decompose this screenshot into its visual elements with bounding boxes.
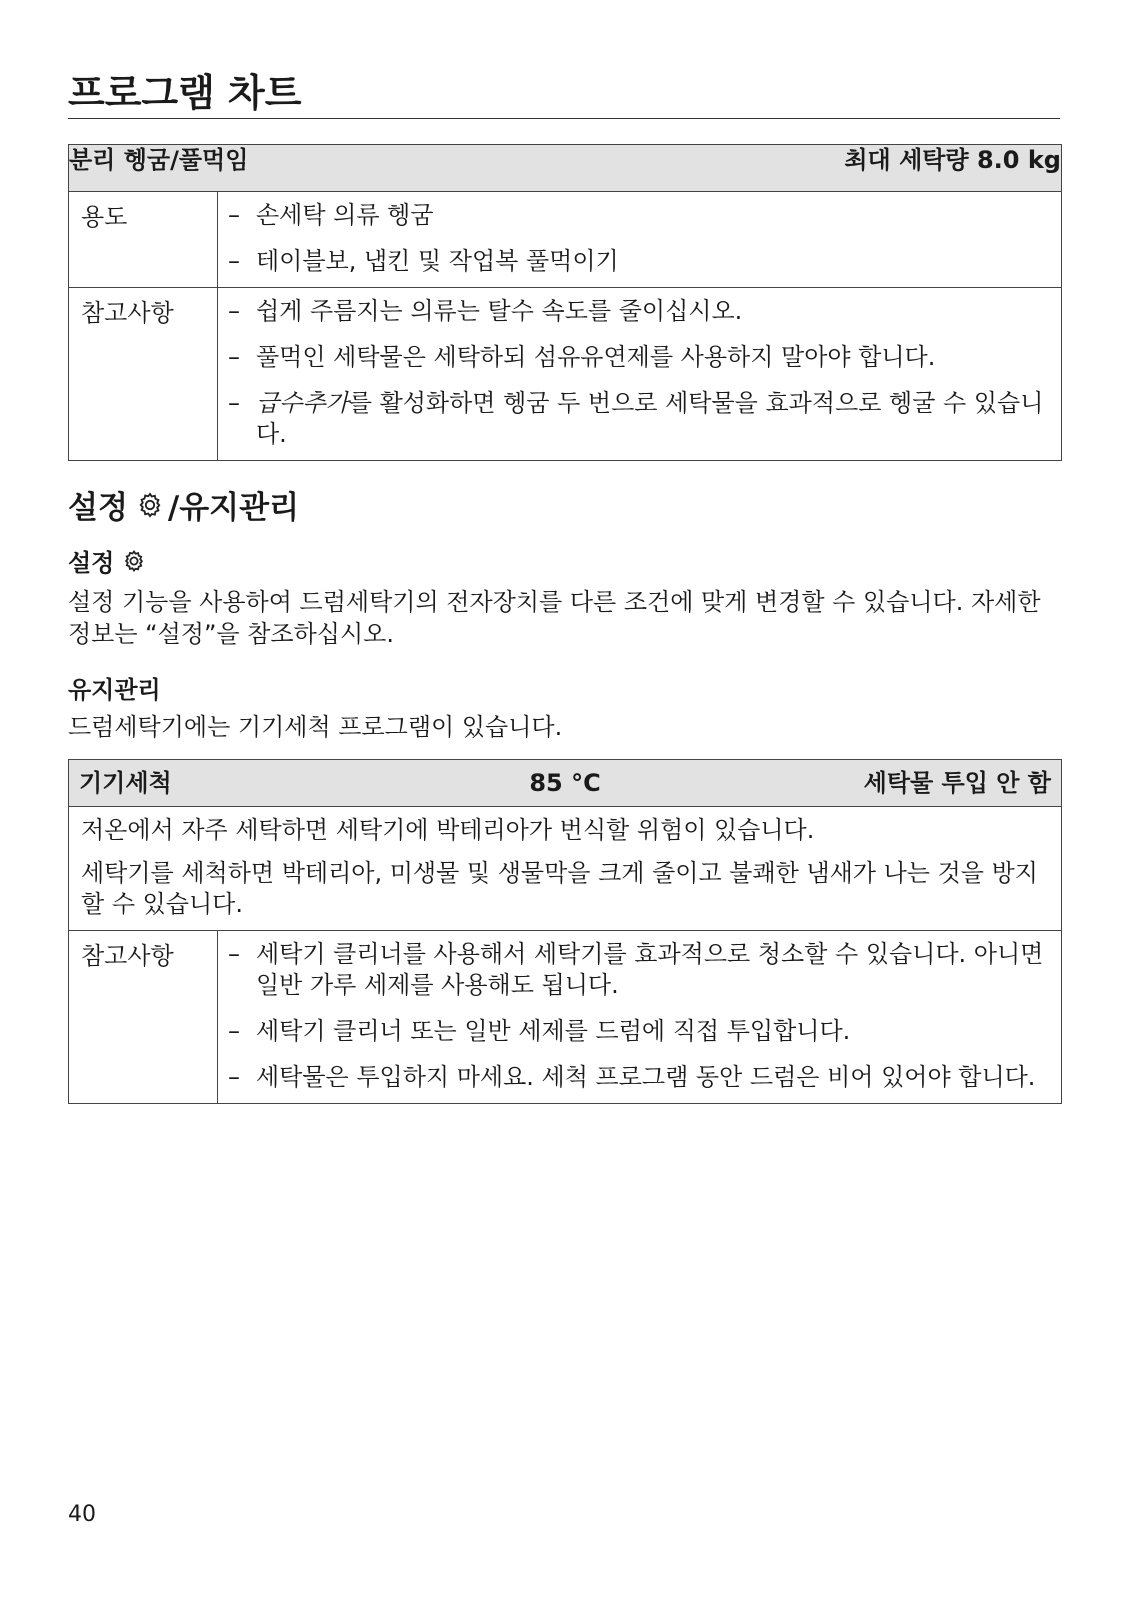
program-name: 분리 헹굼/풀먹임: [69, 146, 249, 174]
row-label-usage: 용도: [69, 192, 218, 288]
list-item: – 풀먹인 세탁물은 세탁하되 섬유유연제를 사용하지 말아야 합니다.: [228, 343, 936, 371]
table-row: [69, 807, 1062, 931]
list-item: – 급수추가를 활성화하면 헹굼 두 번으로 세탁물을 효과적으로 헹굴 수 있습니다.: [228, 389, 1044, 448]
title-divider: [68, 118, 1060, 119]
extra-water-option: 급수추가: [256, 389, 349, 417]
info-text: 저온에서 자주 세탁하면 세탁기에 박테리아가 번식할 위험이 있습니다.: [81, 816, 815, 844]
list-item: – 세탁물은 투입하지 마세요. 세척 프로그램 동안 드럼은 비어 있어야 합니다.: [228, 1063, 1036, 1091]
table-row: [69, 931, 1062, 1104]
table-header-row: [69, 145, 1062, 192]
page-title: 프로그램 차트: [68, 71, 302, 115]
list-item: – 테이블보, 냅킨 및 작업복 풀먹이기: [228, 247, 619, 275]
program-table-rinse-starch: [68, 144, 1062, 461]
settings-gear-icon: [122, 549, 146, 573]
table-row: [69, 288, 1062, 461]
page-number: 40: [68, 1502, 96, 1527]
list-item: – 손세탁 의류 헹굼: [228, 201, 434, 229]
row-label-notes: 참고사항: [69, 931, 218, 1104]
settings-heading: 설정: [68, 543, 150, 578]
max-load: 최대 세탁량 8.0 kg: [844, 146, 1061, 174]
list-item: – 쉽게 주름지는 의류는 탈수 속도를 줄이십시오.: [228, 297, 743, 325]
table-header-row: [69, 760, 1062, 807]
notes-list: [228, 296, 1049, 450]
settings-gear-icon: [136, 491, 164, 519]
program-table-machine-clean: [68, 759, 1062, 1104]
notes-list: [228, 939, 1049, 1093]
usage-list: [228, 200, 1049, 277]
info-text: 세탁기를 세척하면 박테리아, 미생물 및 생물막을 크게 줄이고 불쾌한 냄새가 나는 것을 방지할 수 있습니다.: [81, 859, 1038, 918]
load-instruction: 세탁물 투입 안 함: [863, 768, 1051, 797]
settings-description: 설정 기능을 사용하여 드럼세탁기의 전자장치를 다른 조건에 맞게 변경할 수 있습니다. 자세한 정보는 “설정”을 참조하십시오.: [68, 588, 1041, 648]
list-item: – 세탁기 클리너를 사용해서 세탁기를 효과적으로 청소할 수 있습니다. 아니면 일반 가루 세제를 사용해도 됩니다.: [228, 940, 1044, 999]
program-temperature: 85 °C: [529, 768, 601, 797]
list-item: – 세탁기 클리너 또는 일반 세제를 드럼에 직접 투입합니다.: [228, 1017, 851, 1045]
maintenance-description: 드럼세탁기에는 기기세척 프로그램이 있습니다.: [68, 713, 563, 741]
program-name: 기기세척: [79, 768, 172, 797]
maintenance-heading: 유지관리: [68, 676, 161, 704]
section-title: 설정 /유지관리: [68, 490, 300, 526]
row-label-notes: 참고사항: [69, 288, 218, 461]
table-row: [69, 192, 1062, 288]
